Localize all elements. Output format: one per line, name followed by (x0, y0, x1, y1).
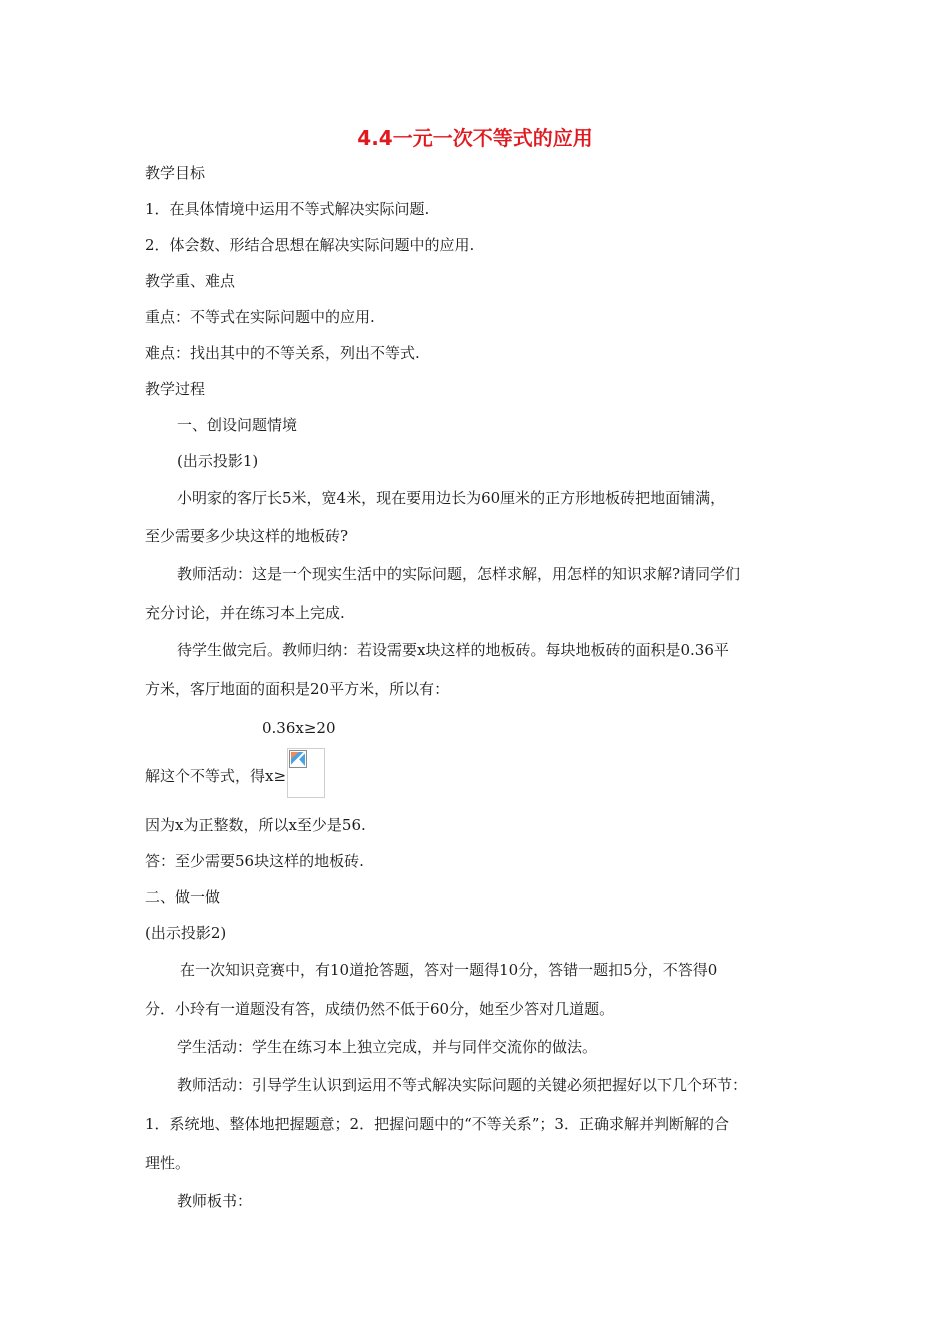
objective-item-1: 1．在具体情境中运用不等式解决实际问题. (145, 200, 430, 218)
projection-label-1: (出示投影1) (177, 452, 259, 470)
solution-line (145, 766, 325, 816)
teacher-activity-line-1: 教师活动：这是一个现实生活中的实际问题，怎样求解，用怎样的知识求解?请同学们 (177, 565, 741, 583)
problem-1-line-1: 小明家的客厅长5米，宽4米，现在要用边长为60厘米的正方形地板砖把地面铺满， (177, 489, 726, 507)
document-title: 4.4一元一次不等式的应用 (357, 126, 593, 150)
teacher-activity-line-2: 充分讨论，并在练习本上完成. (145, 604, 345, 622)
board-notes-heading: 教师板书： (177, 1192, 253, 1210)
subsection-heading-2: 二、做一做 (145, 888, 221, 906)
problem-2-line-2: 分．小玲有一道题没有答，成绩仍然不低于60分，她至少答对几道题。 (145, 1000, 615, 1018)
reasoning-line: 因为x为正整数，所以x至少是56. (145, 816, 366, 834)
subsection-heading-1: 一、创设问题情境 (177, 416, 298, 434)
objective-item-2: 2．体会数、形结合思想在解决实际问题中的应用. (145, 236, 475, 254)
key-point-text: 重点：不等式在实际问题中的应用. (145, 308, 375, 326)
problem-1-line-2: 至少需要多少块这样的地板砖? (145, 527, 349, 545)
teacher-guidance-line-1: 教师活动：引导学生认识到运用不等式解决实际问题的关键必须把握好以下几个环节： (177, 1076, 748, 1094)
inequality-formula: 0.36x≥20 (262, 719, 336, 737)
student-activity: 学生活动：学生在练习本上独立完成，并与同伴交流你的做法。 (177, 1038, 598, 1056)
broken-image-icon (287, 748, 325, 798)
section-heading-objectives: 教学目标 (145, 164, 206, 182)
teacher-guidance-line-3: 理性。 (145, 1154, 191, 1172)
answer-line: 答：至少需要56块这样的地板砖. (145, 852, 364, 870)
section-heading-key-points: 教学重、难点 (145, 272, 236, 290)
summary-line-2: 方米，客厅地面的面积是20平方米，所以有： (145, 680, 450, 698)
image-placeholder-icon (289, 750, 307, 768)
difficulty-text: 难点：找出其中的不等关系，列出不等式. (145, 344, 420, 362)
problem-2-line-1: 在一次知识竞赛中，有10道抢答题，答对一题得10分，答错一题扣5分，不答得0 (180, 961, 718, 979)
projection-label-2: (出示投影2) (145, 924, 227, 942)
solution-text: 解这个不等式，得x≥ (145, 767, 287, 785)
section-heading-process: 教学过程 (145, 380, 206, 398)
teacher-guidance-line-2: 1．系统地、整体地把握题意；2．把握问题中的“不等关系”；3．正确求解并判断解的合 (145, 1115, 729, 1133)
summary-line-1: 待学生做完后。教师归纳：若设需要x块这样的地板砖。每块地板砖的面积是0.36平 (177, 641, 729, 659)
